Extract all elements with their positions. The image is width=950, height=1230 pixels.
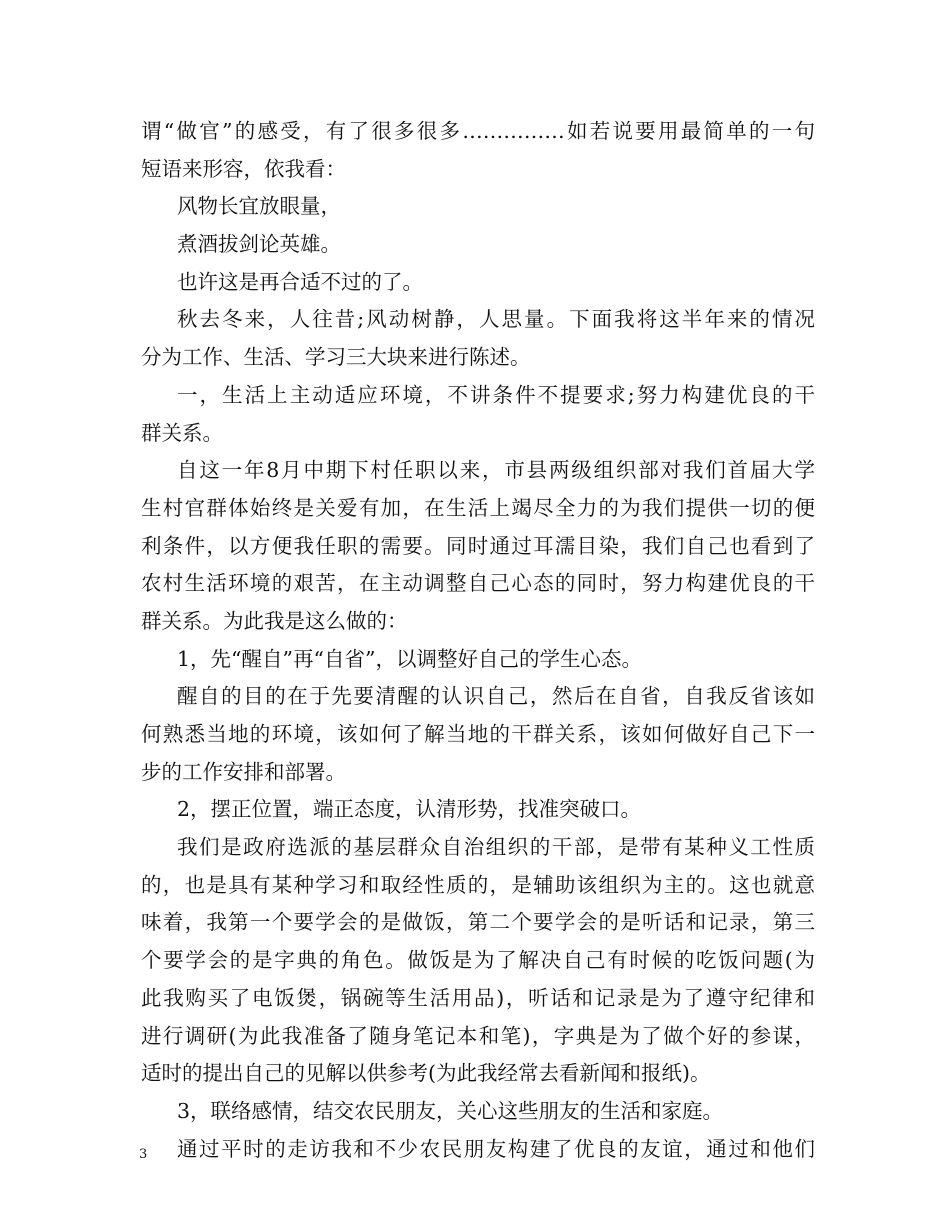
text-line: 的，也是具有某种学习和取经性质的，是辅助该组织为主的。这也就意 xyxy=(141,872,815,897)
body-text xyxy=(141,113,815,1168)
text-line: 秋去冬来，人往昔;风动树静，人思量。下面我将这半年来的情况 xyxy=(177,307,815,332)
text-line: 农村生活环境的艰苦，在主动调整自己心态的同时，努力构建优良的干 xyxy=(141,571,815,596)
page-number: 3 xyxy=(139,1147,148,1162)
text-line: 1，先“醒自”再“自省”，以调整好自己的学生心态。 xyxy=(177,646,642,671)
text-line: 通过平时的走访我和不少农民朋友构建了优良的友谊，通过和他们 xyxy=(177,1136,815,1161)
text-line: 分为工作、生活、学习三大块来进行陈述。 xyxy=(141,345,531,370)
text-line: 短语来形容，依我看： xyxy=(141,156,346,181)
text-line: 也许这是再合适不过的了。 xyxy=(177,269,423,294)
text-line: 自这一年8月中期下村任职以来，市县两级组织部对我们首届大学 xyxy=(177,458,815,483)
text-line: 此我购买了电饭煲，锅碗等生活用品)，听话和记录是为了遵守纪律和 xyxy=(141,985,815,1010)
text-line: 何熟悉当地的环境，该如何了解当地的干群关系，该如何做好自己下一 xyxy=(141,722,815,746)
text-line: 步的工作安排和部署。 xyxy=(141,759,346,784)
text-line: 个要学会的是字典的角色。做饭是为了解决自己有时候的吃饭问题(为 xyxy=(141,948,815,973)
text-line: 味着，我第一个要学会的是做饭，第二个要学会的是听话和记录，第三 xyxy=(141,910,815,935)
text-line: 谓“做官”的感受，有了很多很多……………如若说要用最简单的一句 xyxy=(141,119,815,143)
text-line: 3，联络感情，结交农民朋友，关心这些朋友的生活和家庭。 xyxy=(177,1098,724,1123)
text-line: 风物长宜放眼量， xyxy=(177,194,341,219)
text-line: 一，生活上主动适应环境，不讲条件不提要求;努力构建优良的干 xyxy=(177,382,815,407)
text-line: 醒自的目的在于先要清醒的认识自己，然后在自省，自我反省该如 xyxy=(177,684,815,709)
text-line: 适时的提出自己的见解以供参考(为此我经常去看新闻和报纸)。 xyxy=(141,1061,711,1086)
text-line: 群关系。为此我是这么做的： xyxy=(141,608,408,633)
text-line: 2，摆正位置，端正态度，认清形势，找准突破口。 xyxy=(177,797,642,822)
text-line: 我们是政府选派的基层群众自治组织的干部，是带有某种义工性质 xyxy=(177,835,815,860)
text-line: 进行调研(为此我准备了随身笔记本和笔)，字典是为了做个好的参谋， xyxy=(141,1023,815,1048)
text-line: 群关系。 xyxy=(141,420,223,445)
text-line: 生村官群体始终是关爱有加，在生活上竭尽全力的为我们提供一切的便 xyxy=(141,495,815,520)
text-line: 煮酒拔剑论英雄。 xyxy=(177,232,341,257)
text-line: 利条件，以方便我任职的需要。同时通过耳濡目染，我们自己也看到了 xyxy=(141,533,815,558)
